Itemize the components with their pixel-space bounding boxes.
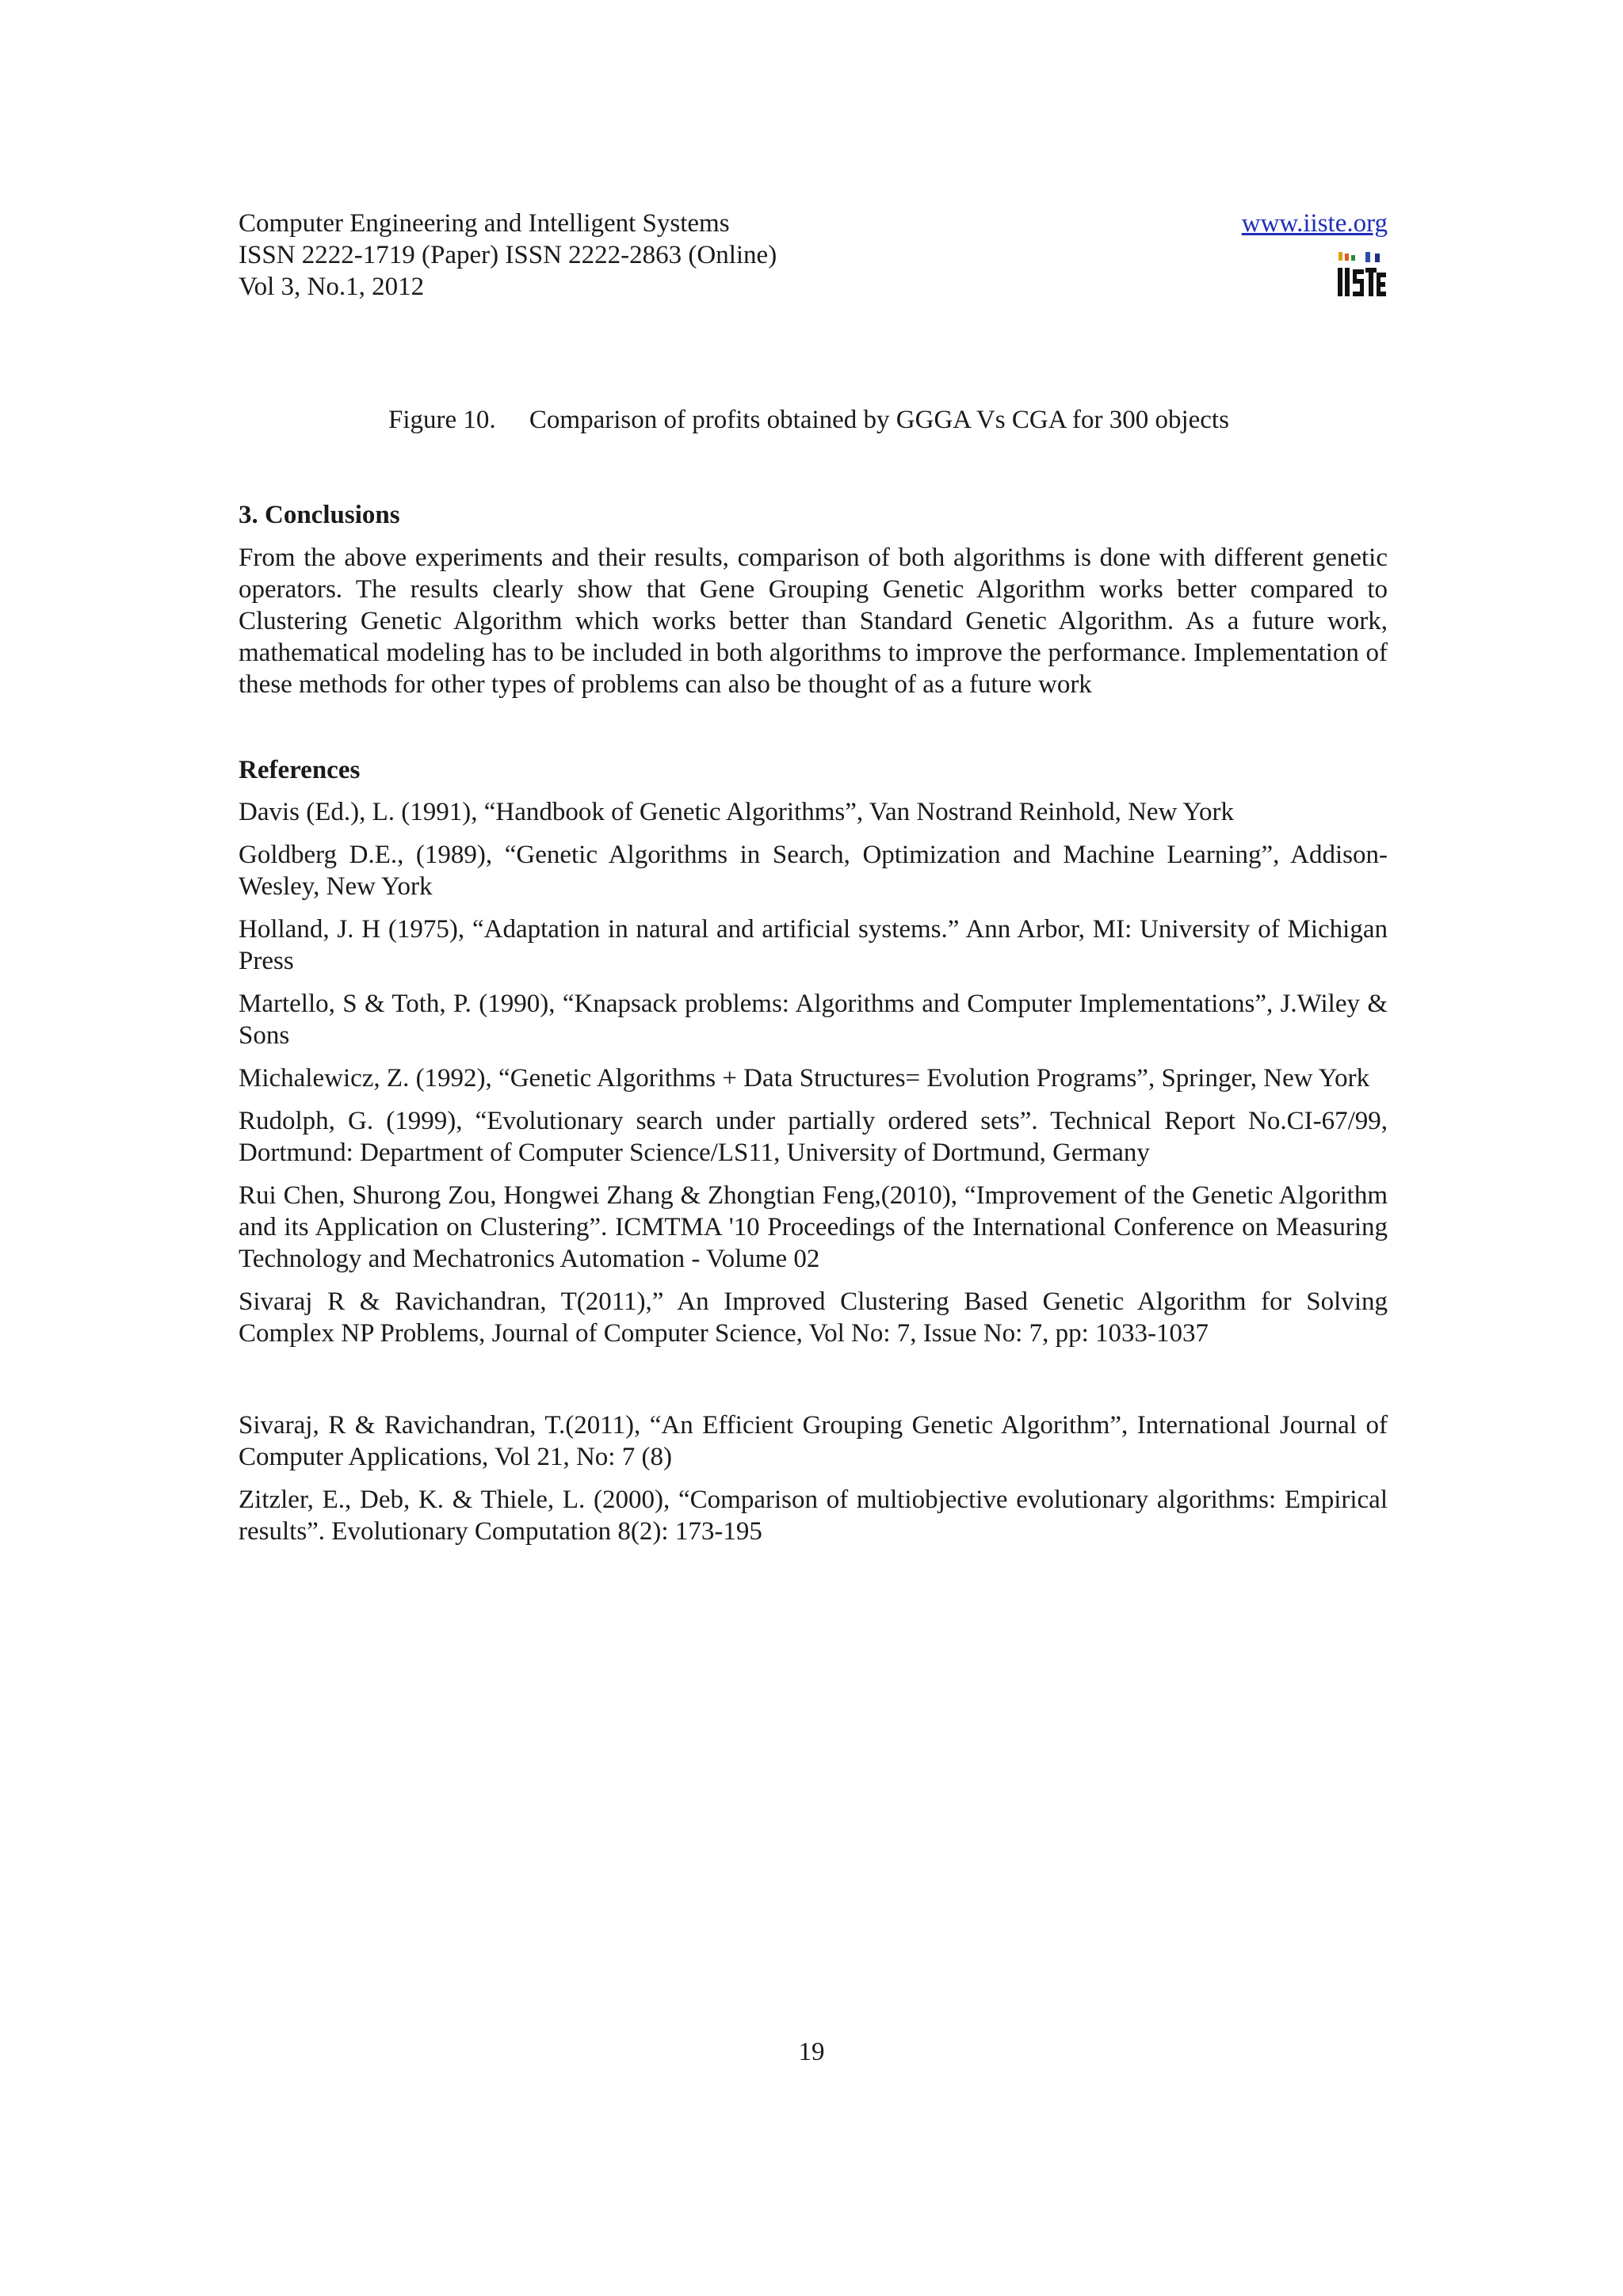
reference-item: Sivaraj, R & Ravichandran, T.(2011), “An Efficient Grouping Genetic Algorithm”, International Journal of Computer Applications, Vol 21, No: 7 (8) (239, 1411, 1388, 1471)
reference-item: Holland, J. H (1975), “Adaptation in natural and artificial systems.” Ann Arbor, MI: University of Michigan Press (239, 915, 1388, 975)
reference-item: Goldberg D.E., (1989), “Genetic Algorithms in Search, Optimization and Machine Learning”, Addison-Wesley, New York (239, 841, 1388, 901)
reference-item: Rui Chen, Shurong Zou, Hongwei Zhang & Zhongtian Feng,(2010), “Improvement of the Genetic Algorithm and its Application on Clustering”. ICMTMA '10 Proceedings of the International Conference on Measuring Technology and Mechatronics Automation - Volume 02 (239, 1181, 1388, 1273)
reference-item: Martello, S & Toth, P. (1990), “Knapsack problems: Algorithms and Computer Implementations”, J.Wiley & Sons (239, 990, 1388, 1050)
figure-caption (388, 404, 1229, 436)
figure-caption-text: Comparison of profits obtained by GGGA Vs CGA for 300 objects (529, 406, 1229, 434)
references-heading: References (239, 756, 361, 784)
reference-item: Rudolph, G. (1999), “Evolutionary search under partially ordered sets”. Technical Report No.CI-67/99, Dortmund: Department of Computer Science/LS11, University of Dortmund, Germany (239, 1107, 1388, 1167)
reference-list (239, 796, 1388, 1558)
journal-title: Computer Engineering and Intelligent Systems (239, 209, 730, 238)
iiste-logo (1335, 250, 1388, 301)
reference-item: Michalewicz, Z. (1992), “Genetic Algorithms + Data Structures= Evolution Programs”, Springer, New York (239, 1064, 1370, 1093)
page-number: 19 (798, 2038, 825, 2066)
figure-number: Figure 10. (388, 406, 496, 434)
journal-volume: Vol 3, No.1, 2012 (239, 273, 425, 301)
journal-issn: ISSN 2222-1719 (Paper) ISSN 2222-2863 (Online) (239, 241, 777, 269)
reference-item: Davis (Ed.), L. (1991), “Handbook of Genetic Algorithms”, Van Nostrand Reinhold, New York (239, 798, 1234, 826)
reference-item: Sivaraj R & Ravichandran, T(2011),” An Improved Clustering Based Genetic Algorithm for Solving Complex NP Problems, Journal of Computer Science, Vol No: 7, Issue No: 7, pp: 1033-1037 (239, 1287, 1388, 1348)
journal-header (239, 208, 1388, 311)
journal-url-link[interactable]: www.iiste.org (1241, 209, 1388, 238)
conclusions-heading: 3. Conclusions (239, 501, 400, 529)
reference-item: Zitzler, E., Deb, K. & Thiele, L. (2000), “Comparison of multiobjective evolutionary algorithms: Empirical results”. Evolutionary Computation 8(2): 173-195 (239, 1486, 1388, 1546)
conclusions-paragraph: From the above experiments and their results, comparison of both algorithms is done with different genetic operators. The results clearly show that Gene Grouping Genetic Algorithm works better compared to Clustering Genetic Algorithm which works better than Standard Genetic Algorithm. As a future work, mathematical modeling has to be included in both algorithms to improve the performance. Implementation of these methods for other types of problems can also be thought of as a future work (239, 543, 1388, 699)
